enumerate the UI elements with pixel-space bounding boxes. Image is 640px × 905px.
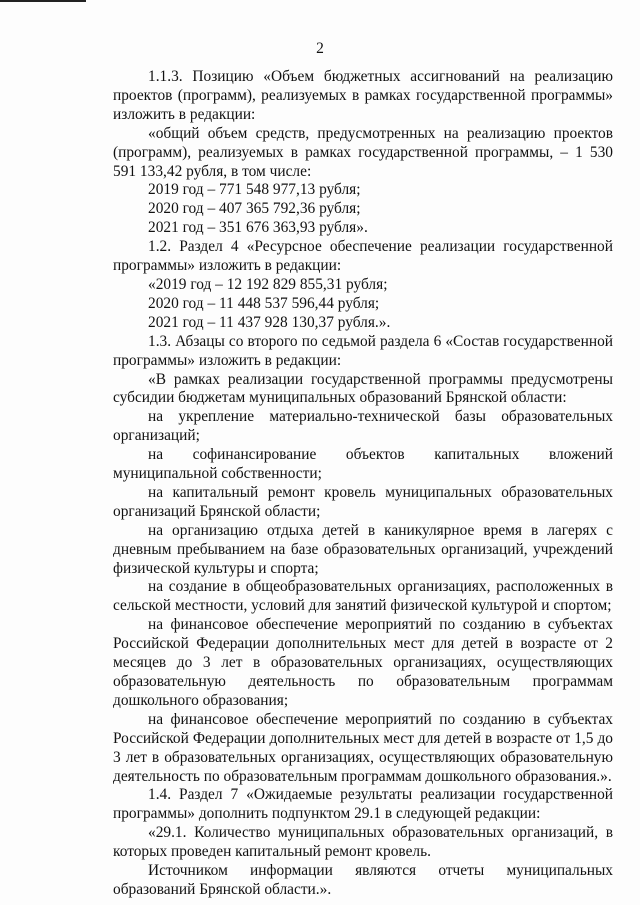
document-body bbox=[113, 68, 613, 900]
top-rule bbox=[0, 0, 86, 2]
paragraph-total-volume: «общий объем средств, предусмотренных на реализацию проектов (программ), реализуемых в рамках государственной программы, – 1 530 591 133,42 рубля, в том числе: bbox=[113, 124, 613, 180]
paragraph-1-4: 1.4. Раздел 7 «Ожидаемые результаты реализации государственной программы» дополнить подпунктом 29.1 в следующей редакции: bbox=[113, 786, 613, 823]
paragraph-year-2019: 2019 год – 771 548 977,13 рубля; bbox=[148, 181, 361, 199]
paragraph-resource-2019: «2019 год – 12 192 829 855,31 рубля; bbox=[148, 275, 388, 293]
paragraph-subsidy-capital: на софинансирование объектов капитальных вложений муниципальной собственности; bbox=[113, 446, 613, 483]
page-number: 2 bbox=[316, 40, 324, 57]
paragraph-subsidy-base: на укрепление материально-технической базы образовательных организаций; bbox=[113, 408, 613, 445]
paragraph-subsidy-sports: на создание в общеобразовательных организациях, расположенных в сельской местности, условий для занятий физической культурой и спортом; bbox=[113, 578, 613, 615]
paragraph-1-3: 1.3. Абзацы со второго по седьмой раздела 6 «Состав государственной программы» изложить в редакции: bbox=[113, 332, 613, 369]
paragraph-1-1-3: 1.1.3. Позицию «Объем бюджетных ассигнований на реализацию проектов (программ), реализуемых в рамках государственной программы» изложить в редакции: bbox=[113, 68, 613, 123]
paragraph-subsidies-intro: «В рамках реализации государственной программы предусмотрены субсидии бюджетам муниципальных образований Брянской области: bbox=[113, 370, 613, 407]
paragraph-subsidy-preschool-2m: на финансовое обеспечение мероприятий по созданию в субъектах Российской Федерации дополнительных мест для детей в возрасте от 2 месяцев до 3 лет в образовательных организациях, осуществляющих образовательную деятельность по образовательным программам дошкольного образования; bbox=[113, 616, 613, 709]
paragraph-resource-2020: 2020 год – 11 448 537 596,44 рубля; bbox=[148, 294, 380, 312]
paragraph-subsidy-camps: на организацию отдыха детей в каникулярное время в лагерях с дневным пребыванием на базе образовательных организаций, учреждений физической культуры и спорта; bbox=[113, 521, 613, 577]
paragraph-year-2020: 2020 год – 407 365 792,36 рубля; bbox=[148, 200, 361, 218]
paragraph-subsidy-preschool-1-5: на финансовое обеспечение мероприятий по созданию в субъектах Российской Федерации дополнительных мест для детей в возрасте от 1,5 до 3 лет в образовательных организациях, осуществляющих образовательную деятельность по образовательным программам дошкольного образования.». bbox=[113, 710, 613, 785]
paragraph-year-2021: 2021 год – 351 676 363,93 рубля». bbox=[148, 219, 368, 237]
paragraph-29-1: «29.1. Количество муниципальных образовательных организаций, в которых проведен капитальный ремонт кровель. bbox=[113, 824, 613, 861]
paragraph-subsidy-roof: на капитальный ремонт кровель муниципальных образовательных организаций Брянской области; bbox=[113, 483, 613, 520]
paragraph-info-source: Источником информации являются отчеты муниципальных образований Брянской области.». bbox=[113, 862, 613, 898]
paragraph-1-2: 1.2. Раздел 4 «Ресурсное обеспечение реализации государственной программы» изложить в редакции: bbox=[113, 238, 613, 275]
paragraph-resource-2021: 2021 год – 11 437 928 130,37 рубля.». bbox=[148, 313, 391, 331]
